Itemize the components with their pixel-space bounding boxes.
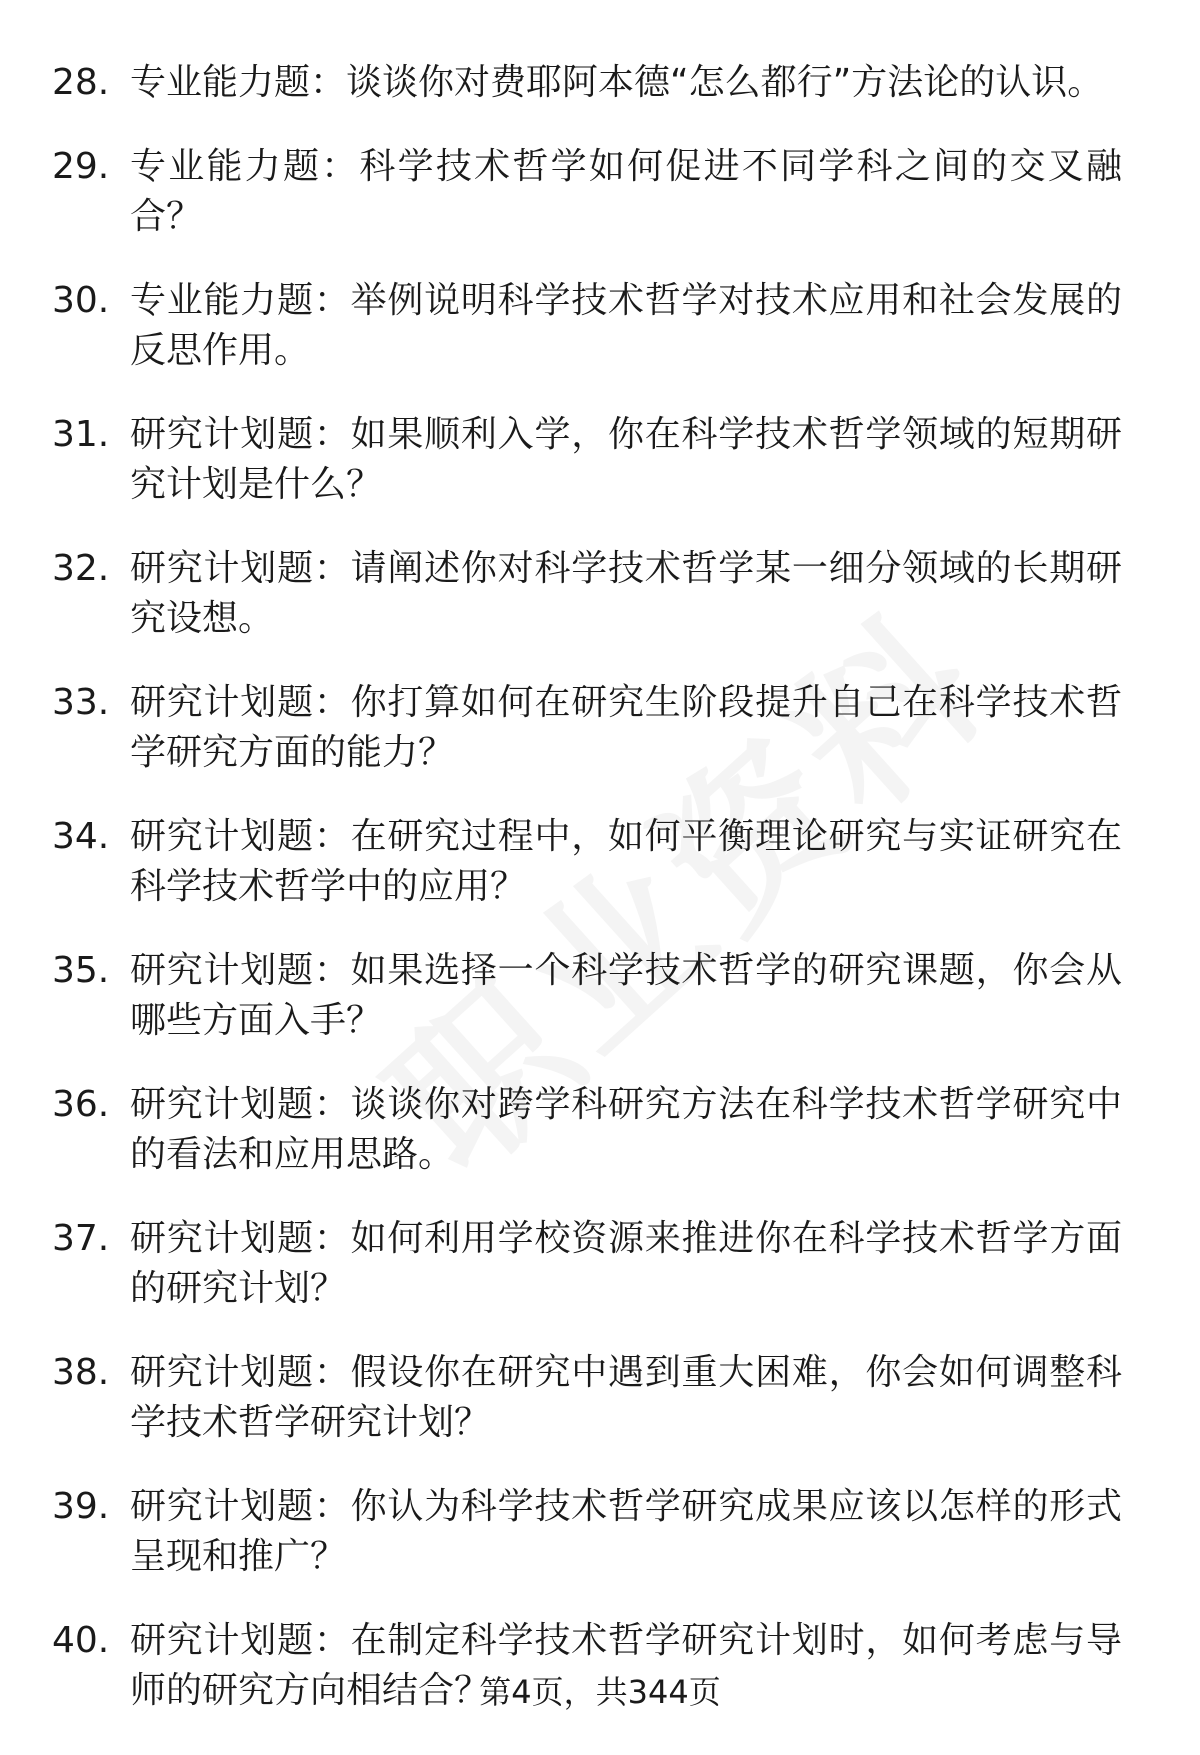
question-text: 研究计划题：在研究过程中，如何平衡理论研究与实证研究在科学技术哲学中的应用？ — [130, 816, 1122, 907]
question-number: 32. — [52, 548, 110, 589]
list-item — [52, 1348, 1152, 1448]
question-number: 29. — [52, 146, 110, 187]
question-text: 研究计划题：如果顺利入学，你在科学技术哲学领域的短期研究计划是什么？ — [130, 414, 1122, 505]
question-text: 研究计划题：请阐述你对科学技术哲学某一细分领域的长期研究设想。 — [130, 548, 1122, 639]
question-number: 36. — [52, 1084, 110, 1125]
list-item — [52, 276, 1152, 376]
question-text: 研究计划题：你打算如何在研究生阶段提升自己在科学技术哲学研究方面的能力？ — [130, 682, 1122, 773]
list-item — [52, 678, 1152, 778]
list-item — [52, 544, 1152, 644]
question-text: 研究计划题：假设你在研究中遇到重大困难，你会如何调整科学技术哲学研究计划？ — [130, 1352, 1122, 1443]
page-number: 第4页，共344页 — [479, 1673, 721, 1711]
list-item — [52, 1482, 1152, 1582]
question-number: 40. — [52, 1620, 110, 1661]
list-item — [52, 1080, 1152, 1180]
question-text: 专业能力题：举例说明科学技术哲学对技术应用和社会发展的反思作用。 — [130, 280, 1122, 371]
question-text: 研究计划题：谈谈你对跨学科研究方法在科学技术哲学研究中的看法和应用思路。 — [130, 1084, 1122, 1175]
list-item — [52, 142, 1152, 242]
question-number: 39. — [52, 1486, 110, 1527]
question-text: 专业能力题：科学技术哲学如何促进不同学科之间的交叉融合？ — [130, 146, 1122, 237]
question-text: 研究计划题：如果选择一个科学技术哲学的研究课题，你会从哪些方面入手？ — [130, 950, 1122, 1041]
question-number: 31. — [52, 414, 110, 455]
question-text: 专业能力题：谈谈你对费耶阿本德“怎么都行”方法论的认识。 — [130, 62, 1104, 103]
question-text: 研究计划题：在制定科学技术哲学研究计划时，如何考虑与导师的研究方向相结合？ — [130, 1620, 1122, 1711]
question-number: 35. — [52, 950, 110, 991]
question-number: 34. — [52, 816, 110, 857]
question-number: 38. — [52, 1352, 110, 1393]
question-text: 研究计划题：你认为科学技术哲学研究成果应该以怎样的形式呈现和推广？ — [130, 1486, 1122, 1577]
list-item — [52, 812, 1152, 912]
question-number: 28. — [52, 62, 110, 103]
question-text: 研究计划题：如何利用学校资源来推进你在科学技术哲学方面的研究计划？ — [130, 1218, 1122, 1309]
list-item — [52, 410, 1152, 510]
list-item — [52, 1214, 1152, 1314]
question-list — [52, 58, 1152, 1750]
question-number: 37. — [52, 1218, 110, 1259]
question-number: 33. — [52, 682, 110, 723]
list-item — [52, 58, 1152, 108]
question-number: 30. — [52, 280, 110, 321]
list-item — [52, 946, 1152, 1046]
